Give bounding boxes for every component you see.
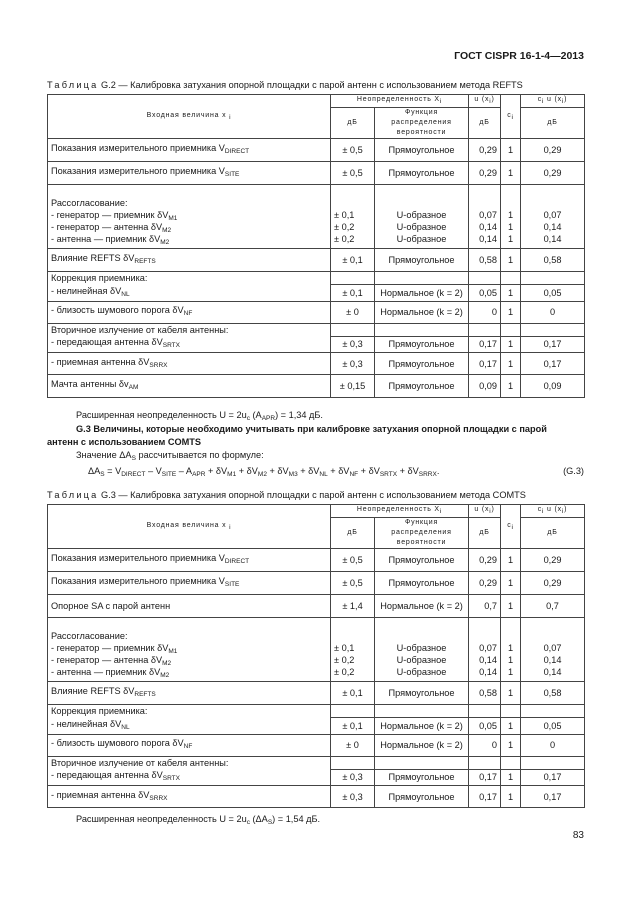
table-g2 — [47, 94, 585, 398]
header-db: дБ — [469, 518, 501, 549]
ci-cell: 1 — [501, 549, 521, 572]
row-group-label: Вторичное излучение от кабеля антенны: — [48, 756, 331, 769]
ciu-cell: 0,17 — [521, 353, 585, 375]
header-db: дБ — [331, 518, 375, 549]
u-cell: 0,29 — [469, 572, 501, 595]
u-cell: 0 — [469, 734, 501, 756]
row-label: - близость шумового порога $\delta V_{NF}$ — [48, 301, 331, 323]
ci-cell: 1 — [501, 769, 521, 786]
uncertainty-cell: ± 0,3 — [331, 353, 375, 375]
ciu-cell: 0,17 — [521, 336, 585, 353]
table-row — [48, 595, 585, 618]
distribution-cell: Нормальное (k = 2) — [375, 285, 469, 302]
header-db: дБ — [331, 108, 375, 139]
row-label: Мачта антенны $\delta v_{AM}$ — [48, 375, 331, 398]
table-row — [48, 756, 585, 769]
table-row — [48, 549, 585, 572]
u-cell: 0,58 — [469, 682, 501, 705]
distribution-cell: Нормальное (k = 2) — [375, 734, 469, 756]
uncertainty-cell: ± 0,1 — [331, 285, 375, 302]
ci-cell: 1 — [501, 353, 521, 375]
table-row — [48, 336, 585, 353]
header-ciu: $c_i$ u $(x_i)$ — [521, 505, 585, 518]
ciu-cell: 0,05 — [521, 718, 585, 735]
ciu-cell: 0,58 — [521, 249, 585, 272]
row-label: - передающая антенна $\delta V_{SRTX}$ — [48, 769, 331, 786]
header-u: u $(x_i)$ — [469, 95, 501, 108]
table-row — [48, 249, 585, 272]
table-row — [48, 718, 585, 735]
row-label: - нелинейная $\delta V_{NL}$ — [48, 285, 331, 302]
distribution-cell: Нормальное (k = 2) — [375, 718, 469, 735]
row-label: Рассогласование: - генератор — приемник $\delta V_{M1}$ - генератор — антенна $\delta V_{M2}$ - антенна — приемник $\delta V_{M2}$ — [48, 185, 331, 249]
table-row — [48, 682, 585, 705]
table-row — [48, 705, 585, 718]
header-db: дБ — [469, 108, 501, 139]
distribution-cell: Прямоугольное — [375, 769, 469, 786]
ci-cell: 1 — [501, 285, 521, 302]
u-cell: 0,05 — [469, 718, 501, 735]
equation-number: (G.3) — [563, 466, 584, 476]
row-label: Рассогласование: - генератор — приемник $\delta V_{M1}$ - генератор — антенна $\delta V_{M2}$ - антенна — приемник $\delta V_{M2}$ — [48, 618, 331, 682]
uncertainty-cell: ± 0 — [331, 301, 375, 323]
uncertainty-cell: ± 0,3 — [331, 786, 375, 808]
distribution-cell: Прямоугольное — [375, 162, 469, 185]
row-group-label: Коррекция приемника: — [48, 272, 331, 285]
ci-cell: 1 — [501, 139, 521, 162]
u-cell: 0,09 — [469, 375, 501, 398]
ci-cell: 1 — [501, 682, 521, 705]
ciu-cell: 0 — [521, 734, 585, 756]
caption-text: G.2 — Калибровка затухания опорной площадки с парой антенн с использованием метода REFTS — [98, 80, 523, 90]
u-cell: 0 — [469, 301, 501, 323]
header-ci: $c_i$ — [501, 95, 521, 139]
ci-cell: 1 — [501, 572, 521, 595]
formula-g3: $\Delta A_S = V_{DIRECT} - V_{SITE} - A_{APR} + \delta V_{M1} + \delta V_{M2} + \delta V_{M3} + \delta V_{NL} + \delta V_{NF} + \delta V_{SRTX} + \delta V_{SRRX}$. — [88, 466, 440, 478]
uncertainty-cell: ± 0,5 — [331, 549, 375, 572]
ciu-cell: 0,17 — [521, 786, 585, 808]
ci-cell: 1 — [501, 249, 521, 272]
caption-word: Таблица — [47, 490, 99, 500]
table-row — [48, 734, 585, 756]
table-row — [48, 375, 585, 398]
table-row: Рассогласование: - генератор — приемник $\delta V_{M1}$ - генератор — антенна $\delta V_{M2}$ - антенна — приемник $\delta V_{M2}$ ± 0,1 ± 0,2 ± 0,2 U-образное U-образное U-образное 0,07 0,14 0,14 1 1 1 0,07 0,14 0,14 — [48, 618, 585, 682]
section-g3-heading-line2: антенн с использованием COMTS — [47, 437, 202, 447]
header-uncertainty: Неопределенность $X_i$ — [331, 505, 469, 518]
caption-word: Таблица — [47, 80, 99, 90]
ci-cell: 1 — [501, 734, 521, 756]
distribution-cell: Прямоугольное — [375, 375, 469, 398]
table-row: Рассогласование: - генератор — приемник $\delta V_{M1}$ - генератор — антенна $\delta V_{M2}$ - антенна — приемник $\delta V_{M2}$ ± 0,1 ± 0,2 ± 0,2 U-образное U-образное U-образное 0,07 0,14 0,14 1 1 1 0,07 0,14 0,14 — [48, 185, 585, 249]
table-row — [48, 301, 585, 323]
row-label: - передающая антенна $\delta V_{SRTX}$ — [48, 336, 331, 353]
ciu-cell: 0,29 — [521, 572, 585, 595]
ciu-cell: 0,29 — [521, 139, 585, 162]
header-db: дБ — [521, 108, 585, 139]
uncertainty-cell: ± 0,3 — [331, 769, 375, 786]
ci-cell: 1 — [501, 336, 521, 353]
header-input: Входная величина x $_i$ — [48, 505, 331, 549]
distribution-cell: Нормальное (k = 2) — [375, 595, 469, 618]
ciu-cell: 0,29 — [521, 549, 585, 572]
row-label: - приемная антенна $\delta V_{SRRX}$ — [48, 353, 331, 375]
table-row — [48, 353, 585, 375]
row-label: Показания измерительного приемника $V_{SITE}$ — [48, 162, 331, 185]
document-header: ГОСТ CISPR 16-1-4—2013 — [454, 50, 584, 62]
row-label: Показания измерительного приемника $V_{DIRECT}$ — [48, 139, 331, 162]
header-ci: $c_i$ — [501, 505, 521, 549]
ciu-cell: 0 — [521, 301, 585, 323]
table-g3 — [47, 504, 585, 808]
header-db: дБ — [521, 518, 585, 549]
ciu-cell: 0,58 — [521, 682, 585, 705]
row-label: Опорное SA с парой антенн — [48, 595, 331, 618]
distribution-cell: Прямоугольное — [375, 139, 469, 162]
u-cell: 0,05 — [469, 285, 501, 302]
distribution-cell: Прямоугольное — [375, 249, 469, 272]
row-label: - нелинейная $\delta V_{NL}$ — [48, 718, 331, 735]
u-cell: 0,58 — [469, 249, 501, 272]
distribution-cell: Прямоугольное — [375, 682, 469, 705]
uncertainty-cell: ± 0,5 — [331, 162, 375, 185]
ciu-cell: 0,7 — [521, 595, 585, 618]
distribution-cell: Прямоугольное — [375, 549, 469, 572]
uncertainty-cell: ± 0,15 — [331, 375, 375, 398]
table-row — [48, 572, 585, 595]
uncertainty-cell: ± 0,5 — [331, 139, 375, 162]
uncertainty-cell: ± 1,4 — [331, 595, 375, 618]
distribution-cell: Прямоугольное — [375, 786, 469, 808]
u-cell: 0,29 — [469, 549, 501, 572]
u-cell: 0,17 — [469, 769, 501, 786]
table-row — [48, 162, 585, 185]
expanded-uncertainty-g2: Расширенная неопределенность $U = 2u_c$ $(A_{APR}) = 1,34$ дБ. — [76, 410, 323, 422]
uncertainty-cell: ± 0,1 — [331, 682, 375, 705]
table-g3-caption — [47, 490, 526, 500]
table-row — [48, 139, 585, 162]
table-row — [48, 769, 585, 786]
table-row — [48, 285, 585, 302]
u-cell: 0,17 — [469, 353, 501, 375]
ci-cell: 1 — [501, 718, 521, 735]
header-input: Входная величина x $_i$ — [48, 95, 331, 139]
table-g2-caption — [47, 80, 523, 90]
ciu-cell: 0,05 — [521, 285, 585, 302]
ciu-cell: 0,29 — [521, 162, 585, 185]
ci-cell: 1 — [501, 786, 521, 808]
caption-text: G.3 — Калибровка затухания опорной площадки с парой антенн с использованием метода COMTS — [98, 490, 526, 500]
table-row — [48, 272, 585, 285]
header-distribution: Функция распределения вероятности — [375, 108, 469, 139]
u-cell: 0,7 — [469, 595, 501, 618]
formula-intro: Значение $\Delta A_S$ рассчитывается по формуле: — [76, 450, 264, 462]
ci-cell: 1 — [501, 301, 521, 323]
uncertainty-cell: ± 0 — [331, 734, 375, 756]
distribution-cell: Прямоугольное — [375, 353, 469, 375]
row-label: Влияние REFTS $\delta V_{REFTS}$ — [48, 249, 331, 272]
ciu-cell: 0,17 — [521, 769, 585, 786]
distribution-cell: Прямоугольное — [375, 572, 469, 595]
ciu-cell: 0,09 — [521, 375, 585, 398]
distribution-cell: Прямоугольное — [375, 336, 469, 353]
table-row — [48, 786, 585, 808]
row-label: - близость шумового порога $\delta V_{NF}$ — [48, 734, 331, 756]
ci-cell: 1 — [501, 162, 521, 185]
uncertainty-cell: ± 0,1 — [331, 249, 375, 272]
row-group-label: Вторичное излучение от кабеля антенны: — [48, 323, 331, 336]
ci-cell: 1 — [501, 595, 521, 618]
header-distribution: Функция распределения вероятности — [375, 518, 469, 549]
row-label: Влияние REFTS $\delta V_{REFTS}$ — [48, 682, 331, 705]
expanded-uncertainty-g3: Расширенная неопределенность $U = 2u_c$ $(\Delta A_S) = 1,54$ дБ. — [76, 814, 321, 826]
row-label: Показания измерительного приемника $V_{SITE}$ — [48, 572, 331, 595]
u-cell: 0,17 — [469, 786, 501, 808]
header-uncertainty: Неопределенность $X_i$ — [331, 95, 469, 108]
row-group-label: Коррекция приемника: — [48, 705, 331, 718]
header-u: u $(x_i)$ — [469, 505, 501, 518]
table-row — [48, 323, 585, 336]
uncertainty-cell: ± 0,5 — [331, 572, 375, 595]
u-cell: 0,29 — [469, 162, 501, 185]
u-cell: 0,29 — [469, 139, 501, 162]
page-number: 83 — [572, 830, 584, 841]
section-g3-heading-line1: G.3 Величины, которые необходимо учитывать при калибровке затухания опорной площадки с парой — [76, 424, 547, 434]
row-label: Показания измерительного приемника $V_{DIRECT}$ — [48, 549, 331, 572]
uncertainty-cell: ± 0,3 — [331, 336, 375, 353]
uncertainty-cell: ± 0,1 — [331, 718, 375, 735]
distribution-cell: Нормальное (k = 2) — [375, 301, 469, 323]
ci-cell: 1 — [501, 375, 521, 398]
u-cell: 0,17 — [469, 336, 501, 353]
header-ciu: $c_i$ u $(x_i)$ — [521, 95, 585, 108]
row-label: - приемная антенна $\delta V_{SRRX}$ — [48, 786, 331, 808]
